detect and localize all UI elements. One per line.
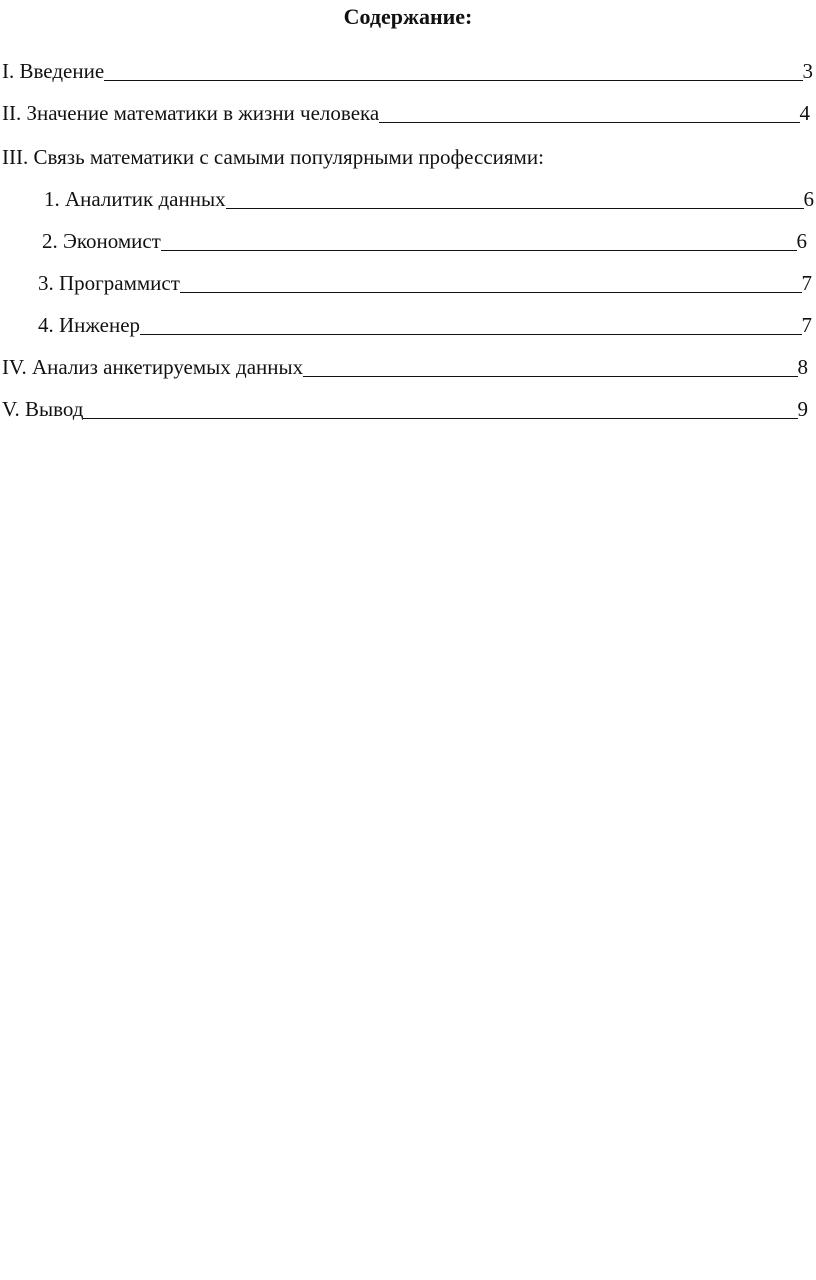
toc-leader-line	[226, 208, 804, 209]
toc-entry-engineer	[38, 312, 812, 338]
toc-leader-line	[303, 376, 797, 377]
toc-leader-line	[140, 334, 801, 335]
toc-page-number: 6	[796, 229, 807, 253]
toc-entry-label: II. Значение математики в жизни человека	[2, 101, 380, 125]
toc-page-number: 4	[799, 101, 810, 125]
toc-entry-label: 3. Программист	[38, 271, 180, 295]
toc-entry-label: 1. Аналитик данных	[44, 187, 226, 211]
toc-page-number: 6	[803, 187, 814, 211]
toc-entry-economist	[42, 228, 807, 254]
toc-page-number: 8	[797, 355, 808, 379]
toc-page-number: 7	[801, 313, 812, 337]
toc-entry-survey-analysis	[2, 354, 808, 380]
toc-page-number: 3	[802, 59, 813, 83]
toc-entry-label: I. Введение	[2, 59, 105, 83]
page-title: Содержание:	[343, 4, 473, 29]
toc-entry-introduction	[2, 58, 813, 84]
toc-leader-line	[83, 418, 797, 419]
toc-entry-programmer	[38, 270, 812, 296]
toc-entry-label: 4. Инженер	[38, 313, 141, 337]
toc-leader-line	[379, 122, 799, 123]
toc-entry-label: V. Вывод	[2, 397, 84, 421]
toc-leader-line	[161, 250, 797, 251]
toc-page-number: 9	[797, 397, 808, 421]
toc-page-number: 7	[801, 271, 812, 295]
toc-entry-label: IV. Анализ анкетируемых данных	[2, 355, 304, 379]
toc-entry-conclusion	[2, 396, 808, 422]
toc-entry-data-analyst	[44, 186, 814, 212]
toc-heading-professions: III. Связь математики с самыми популярными профессиями:	[2, 145, 544, 169]
toc-entry-math-in-life	[2, 100, 810, 126]
toc-leader-line	[104, 80, 802, 81]
toc-leader-line	[180, 292, 802, 293]
toc-entry-label: 2. Экономист	[42, 229, 161, 253]
